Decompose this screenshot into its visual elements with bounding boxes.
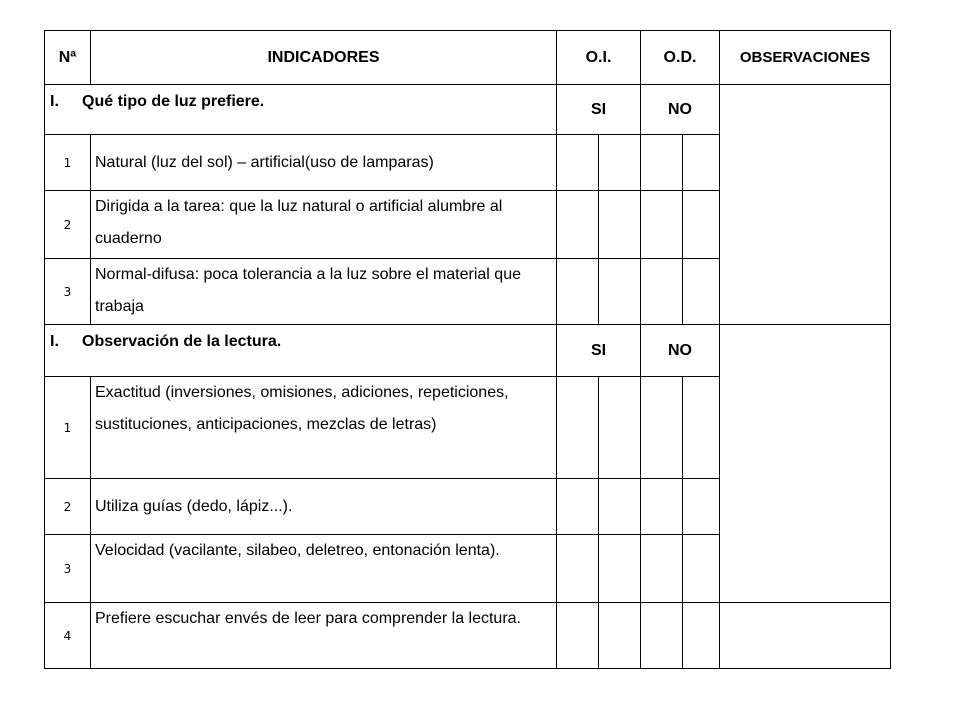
row-indicator: Velocidad (vacilante, silabeo, deletreo, entonación lenta). [91, 535, 557, 603]
oi-si-cell [557, 479, 599, 535]
oi-no-cell [599, 535, 641, 603]
section-1-roman: I. [50, 93, 59, 110]
od-no-cell [683, 191, 720, 259]
header-od: O.D. [641, 31, 720, 85]
od-si-cell [641, 259, 683, 325]
od-si-cell [641, 535, 683, 603]
oi-si-cell [557, 377, 599, 479]
oi-si-cell [557, 535, 599, 603]
od-no-cell [683, 377, 720, 479]
od-no-cell [683, 259, 720, 325]
oi-no-cell [599, 603, 641, 669]
row-indicator: Natural (luz del sol) – artificial(uso de lamparas) [91, 135, 557, 191]
header-num: Nª [45, 31, 91, 85]
od-no-cell [683, 535, 720, 603]
row-number: 3 [45, 259, 91, 325]
section-1-observaciones-cell [720, 85, 891, 325]
od-si-cell [641, 191, 683, 259]
row-number: 2 [45, 479, 91, 535]
section-2-no: NO [641, 325, 720, 377]
od-si-cell [641, 479, 683, 535]
oi-si-cell [557, 603, 599, 669]
section-2-roman: I. [50, 333, 59, 350]
row-number: 1 [45, 135, 91, 191]
row-indicator: Normal-difusa: poca tolerancia a la luz sobre el material que trabaja [91, 259, 557, 325]
section-1-si: SI [557, 85, 641, 135]
oi-no-cell [599, 479, 641, 535]
row-number: 1 [45, 377, 91, 479]
section-2-title-text: Observación de la lectura. [82, 333, 282, 350]
oi-no-cell [599, 377, 641, 479]
od-si-cell [641, 377, 683, 479]
row-number: 4 [45, 603, 91, 669]
row-indicator: Utiliza guías (dedo, lápiz...). [91, 479, 557, 535]
oi-si-cell [557, 191, 599, 259]
header-oi: O.I. [557, 31, 641, 85]
section-2-title-row [45, 325, 891, 377]
header-observaciones: OBSERVACIONES [720, 31, 891, 85]
od-si-cell [641, 603, 683, 669]
section-1-no: NO [641, 85, 720, 135]
section-1-title [45, 85, 557, 135]
row-indicator: Dirigida a la tarea: que la luz natural o artificial alumbre al cuaderno [91, 191, 557, 259]
header-indicadores: INDICADORES [91, 31, 557, 85]
oi-si-cell [557, 135, 599, 191]
od-no-cell [683, 135, 720, 191]
od-no-cell [683, 479, 720, 535]
od-si-cell [641, 135, 683, 191]
row-number: 3 [45, 535, 91, 603]
row-observaciones-cell [720, 603, 891, 669]
observation-table [44, 30, 891, 669]
header-row [45, 31, 891, 85]
table-row [45, 603, 891, 669]
section-1-title-text: Qué tipo de luz prefiere. [82, 93, 265, 110]
section-2-observaciones-cell [720, 325, 891, 603]
row-indicator: Prefiere escuchar envés de leer para comprender la lectura. [91, 603, 557, 669]
oi-no-cell [599, 259, 641, 325]
oi-no-cell [599, 135, 641, 191]
oi-no-cell [599, 191, 641, 259]
row-indicator: Exactitud (inversiones, omisiones, adiciones, repeticiones, sustituciones, anticipaciones, mezclas de letras) [91, 377, 557, 479]
oi-si-cell [557, 259, 599, 325]
section-2-title [45, 325, 557, 377]
od-no-cell [683, 603, 720, 669]
row-number: 2 [45, 191, 91, 259]
section-1-title-row [45, 85, 891, 135]
section-2-si: SI [557, 325, 641, 377]
